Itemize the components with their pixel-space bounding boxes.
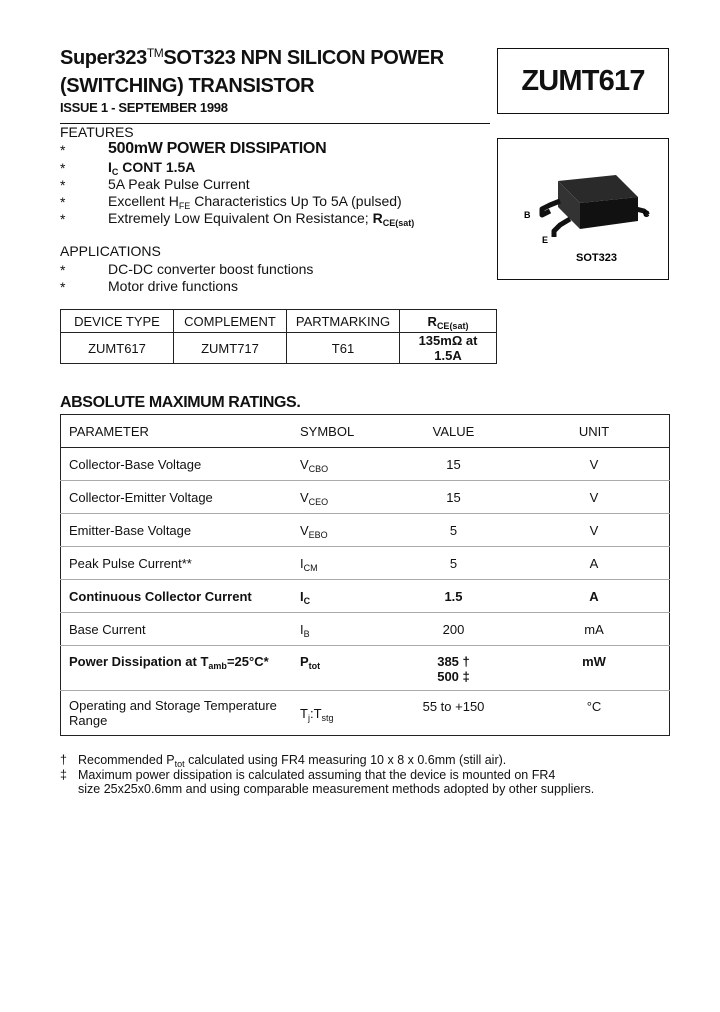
feature-bullet: * (60, 160, 66, 176)
package-label: SOT323 (576, 252, 617, 264)
features-heading: FEATURES (60, 124, 134, 140)
brand-name: Super323 (60, 47, 147, 69)
feature-bullet: * (60, 142, 66, 158)
device-table-row: ZUMT617 ZUMT717 T61 135mΩ at 1.5A (61, 333, 497, 364)
table-row: Continuous Collector Current $I_C$ 1.5 A (61, 580, 670, 613)
package-illustration (497, 138, 669, 280)
feature-bullet: * (60, 177, 66, 193)
pin-c-label: C (643, 209, 650, 219)
table-row: Emitter-Base Voltage $V_{EBO}$ 5 V (61, 514, 670, 547)
table-row: Power Dissipation at $T_{amb}=25^\circ C*$ $P_{tot}$ 385 † 500 ‡ mW (61, 646, 670, 691)
application-bullet: * (60, 279, 66, 295)
application-bullet: * (60, 262, 66, 278)
table-row: Operating and Storage Temperature Range $T_j:T_{stg}$ 55 to +150 °C (69, 698, 602, 728)
trademark-mark: TM (146, 46, 164, 60)
feature-item: 500mW POWER DISSIPATION (108, 140, 327, 157)
feature-bullet: * (60, 194, 66, 210)
ratings-table (60, 414, 670, 736)
ratings-heading: ABSOLUTE MAXIMUM RATINGS. (60, 394, 301, 411)
table-row: Peak Pulse Current** $I_{CM}$ 5 A (61, 547, 670, 580)
table-row: Collector-Base Voltage $V_{CBO}$ 15 V (61, 448, 670, 481)
footnote-text: Recommended $P_{tot}$ calculated using FR4 measuring 10 x 8 x 0.6mm (still air). (78, 753, 507, 769)
part-number: ZUMT617 (521, 64, 645, 97)
feature-item: $I_C$ CONT 1.5A (108, 159, 196, 177)
title-line1: SOT323 NPN SILICON POWER (163, 47, 444, 69)
footnote-text: Maximum power dissipation is calculated assuming that the device is mounted on FR4 size 25x25x0.6mm and using comparable measurement methods adopted by other suppliers. (78, 768, 595, 796)
part-number-box (497, 48, 669, 114)
title-line2: (SWITCHING) TRANSISTOR (60, 75, 315, 97)
applications-heading: APPLICATIONS (60, 243, 161, 259)
pin-e-label: E (542, 235, 549, 245)
application-item: DC-DC converter boost functions (108, 261, 314, 277)
pin-b-label: B (524, 210, 531, 220)
table-row: Base Current $I_B$ 200 mA (61, 613, 670, 646)
device-table-header: DEVICE TYPE COMPLEMENT PARTMARKING $R_{CE(sat)}$ (61, 310, 497, 333)
device-table (60, 309, 497, 364)
sot323-package-drawing (498, 139, 668, 279)
footnote-mark: † (60, 753, 67, 767)
ratings-header-row: PARAMETER SYMBOL VALUE UNIT (61, 415, 670, 448)
table-row: Collector-Emitter Voltage $V_{CEO}$ 15 V (61, 481, 670, 514)
feature-bullet: * (60, 211, 66, 227)
feature-item: 5A Peak Pulse Current (108, 176, 250, 192)
document-title (60, 44, 444, 100)
issue-date: ISSUE 1 - SEPTEMBER 1998 (60, 100, 228, 115)
footnote-mark: ‡ (60, 768, 67, 782)
feature-item: Extremely Low Equivalent On Resistance; $R_{CE(sat)}$ (108, 210, 415, 228)
application-item: Motor drive functions (108, 278, 238, 294)
feature-item: Excellent $H_{FE}$ Characteristics Up To 5A (pulsed) (108, 193, 402, 211)
